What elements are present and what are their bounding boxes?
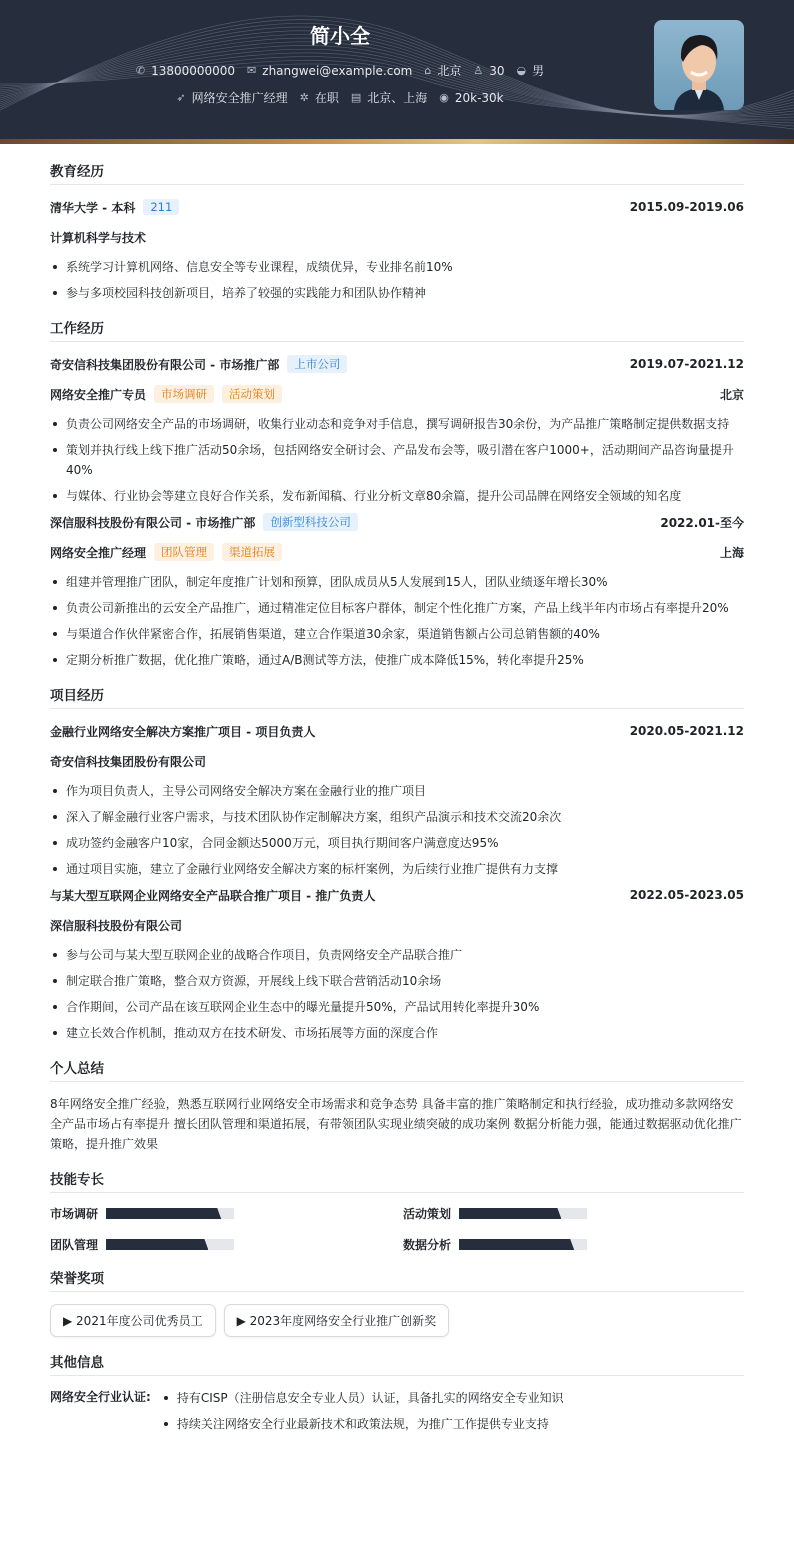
cake-icon: ♙: [473, 64, 484, 77]
section-title: 技能专长: [50, 1168, 744, 1193]
skill-item: [403, 1205, 744, 1222]
list-item: 与媒体、行业协会等建立良好合作关系，发布新闻稿、行业分析文章80余篇，提升公司品牌在网络安全领域的知名度: [50, 486, 744, 506]
major: 计算机科学与技术: [50, 230, 147, 245]
home-icon: ⌂: [424, 64, 432, 77]
job-title: 网络安全推广专员: [50, 387, 147, 402]
status: 在职: [314, 91, 339, 105]
status-icon: ✲: [299, 91, 309, 104]
email: zhangwei@example.com: [262, 63, 413, 78]
salary: 20k-30k: [454, 90, 504, 105]
award-label: 2021年度公司优秀员工: [76, 1314, 203, 1328]
skill-tag: 团队管理: [154, 543, 214, 561]
city: 上海: [719, 545, 744, 560]
school-tag: 211: [143, 199, 179, 215]
contact-row: [0, 62, 680, 79]
project-name: 与某大型互联网企业网络安全产品联合推广项目 - 推广负责人: [50, 888, 376, 903]
skill-item: [50, 1236, 403, 1253]
school: 清华大学 - 本科: [50, 200, 136, 215]
project-entry: [50, 885, 744, 1043]
target-cities: 北京、上海: [367, 91, 428, 105]
company: 奇安信科技集团股份有限公司 - 市场推广部: [50, 357, 280, 372]
job-intent-row: [0, 89, 680, 106]
skill-bar: [459, 1208, 587, 1219]
age: 30: [489, 63, 505, 78]
building-icon: ▤: [350, 91, 362, 104]
list-item: 持有CISP（注册信息安全专业人员）认证，具备扎实的网络安全专业知识: [161, 1388, 744, 1408]
skills-section: [50, 1168, 744, 1253]
summary-text: 8年网络安全推广经验，熟悉互联网行业网络安全市场需求和竞争态势 具备丰富的推广策略制定和执行经验，成功推动多款网络安全产品市场占有率提升 擅长团队管理和渠道拓展，有带领团队实现业绩突破的成功案例 数据分析能力强，能通过数据驱动优化推广策略，提升推广效果: [50, 1097, 742, 1151]
list-item: 参与公司与某大型互联网企业的战略合作项目，负责网络安全产品联合推广: [50, 945, 744, 965]
skill-item: [50, 1205, 403, 1222]
section-title: 项目经历: [50, 684, 744, 709]
send-icon: ➶: [176, 91, 186, 104]
skill-item: [403, 1236, 744, 1253]
skill-bar-fill: [459, 1208, 561, 1219]
list-item: 深入了解金融行业客户需求，与技术团队协作定制解决方案，组织产品演示和技术交流20余次: [50, 807, 744, 827]
date: 2020.05-2021.12: [629, 724, 744, 738]
list-item: 与渠道合作伙伴紧密合作，拓展销售渠道，建立合作渠道30余家，渠道销售额占公司总销售额的40%: [50, 624, 744, 644]
resume-header: [0, 0, 794, 141]
company-tag: 上市公司: [287, 355, 347, 373]
skill-bar-fill: [459, 1239, 574, 1250]
list-item: 系统学习计算机网络、信息安全等专业课程，成绩优异，专业排名前10%: [50, 257, 744, 277]
project-entry: [50, 721, 744, 879]
skill-bar-fill: [106, 1208, 221, 1219]
skill-name: 活动策划: [403, 1207, 452, 1221]
list-item: 建立长效合作机制，推动双方在技术研发、市场拓展等方面的深度合作: [50, 1023, 744, 1043]
award-label: 2023年度网络安全行业推广创新奖: [249, 1314, 437, 1328]
award-item: ▶ 2021年度公司优秀员工: [50, 1304, 216, 1337]
position: 网络安全推广经理: [191, 91, 288, 105]
city: 北京: [719, 387, 744, 402]
city: 北京: [437, 64, 462, 78]
project-company: 深信服科技股份有限公司: [50, 918, 183, 933]
section-title: 教育经历: [50, 160, 744, 185]
list-item: 负责公司新推出的云安全产品推广，通过精准定位目标客户群体，制定个性化推广方案，产品上线半年内市场占有率提升20%: [50, 598, 744, 618]
list-item: 策划并执行线上线下推广活动50余场，包括网络安全研讨会、产品发布会等，吸引潜在客户1000+，活动期间产品咨询量提升40%: [50, 440, 744, 480]
summary-section: [50, 1057, 744, 1154]
list-item: 参与多项校园科技创新项目，培养了较强的实践能力和团队协作精神: [50, 283, 744, 303]
skill-tag: 市场调研: [154, 385, 214, 403]
skill-name: 数据分析: [403, 1238, 452, 1252]
phone-icon: ✆: [135, 64, 146, 77]
work-entry: [50, 354, 744, 506]
candidate-name: 简小全: [310, 24, 370, 48]
project-section: [50, 684, 744, 1043]
list-item: 持续关注网络安全行业最新技术和政策法规，为推广工作提供专业支持: [161, 1414, 744, 1434]
section-title: 工作经历: [50, 317, 744, 342]
other-section: [50, 1351, 744, 1446]
skill-tag: 渠道拓展: [222, 543, 282, 561]
list-item: 通过项目实施，建立了金融行业网络安全解决方案的标杆案例，为后续行业推广提供有力支撑: [50, 859, 744, 879]
award-item: ▶ 2023年度网络安全行业推广创新奖: [224, 1304, 450, 1337]
company-tag: 创新型科技公司: [263, 513, 358, 531]
email-icon: ✉: [247, 64, 257, 77]
skill-bar: [106, 1239, 234, 1250]
date: 2015.09-2019.06: [629, 200, 744, 214]
company: 深信服科技股份有限公司 - 市场推广部: [50, 515, 256, 530]
list-item: 定期分析推广数据，优化推广策略，通过A/B测试等方法，使推广成本降低15%，转化率提升25%: [50, 650, 744, 670]
other-label: 网络安全行业认证:: [50, 1390, 151, 1404]
awards-section: [50, 1267, 744, 1337]
skill-bar: [106, 1208, 234, 1219]
list-item: 负责公司网络安全产品的市场调研，收集行业动态和竞争对手信息，撰写调研报告30余份，为产品推广策略制定提供数据支持: [50, 414, 744, 434]
list-item: 制定联合推广策略，整合双方资源，开展线上线下联合营销活动10余场: [50, 971, 744, 991]
salary-icon: ◉: [439, 91, 449, 104]
work-section: [50, 317, 744, 670]
skill-name: 团队管理: [50, 1238, 99, 1252]
skill-name: 市场调研: [50, 1207, 99, 1221]
gender-icon: ◒: [516, 64, 527, 77]
job-title: 网络安全推广经理: [50, 545, 147, 560]
list-item: 成功签约金融客户10家，合同金额达5000万元，项目执行期间客户满意度达95%: [50, 833, 744, 853]
section-title: 个人总结: [50, 1057, 744, 1082]
list-item: 作为项目负责人，主导公司网络安全解决方案在金融行业的推广项目: [50, 781, 744, 801]
date: 2022.05-2023.05: [629, 888, 744, 902]
phone: 13800000000: [151, 63, 236, 78]
section-title: 其他信息: [50, 1351, 744, 1376]
work-entry: [50, 512, 744, 670]
skill-bar-fill: [106, 1239, 208, 1250]
skill-bar: [459, 1239, 587, 1250]
avatar: [654, 20, 744, 110]
project-name: 金融行业网络安全解决方案推广项目 - 项目负责人: [50, 724, 316, 739]
education-section: [50, 160, 744, 303]
date: 2019.07-2021.12: [629, 357, 744, 371]
list-item: 合作期间，公司产品在该互联网企业生态中的曝光量提升50%，产品试用转化率提升30%: [50, 997, 744, 1017]
gender: 男: [532, 64, 545, 78]
date: 2022.01-至今: [660, 515, 744, 530]
list-item: 组建并管理推广团队，制定年度推广计划和预算，团队成员从5人发展到15人，团队业绩逐年增长30%: [50, 572, 744, 592]
section-title: 荣誉奖项: [50, 1267, 744, 1292]
project-company: 奇安信科技集团股份有限公司: [50, 754, 207, 769]
skill-tag: 活动策划: [222, 385, 282, 403]
header-accent-bar: [0, 139, 794, 144]
